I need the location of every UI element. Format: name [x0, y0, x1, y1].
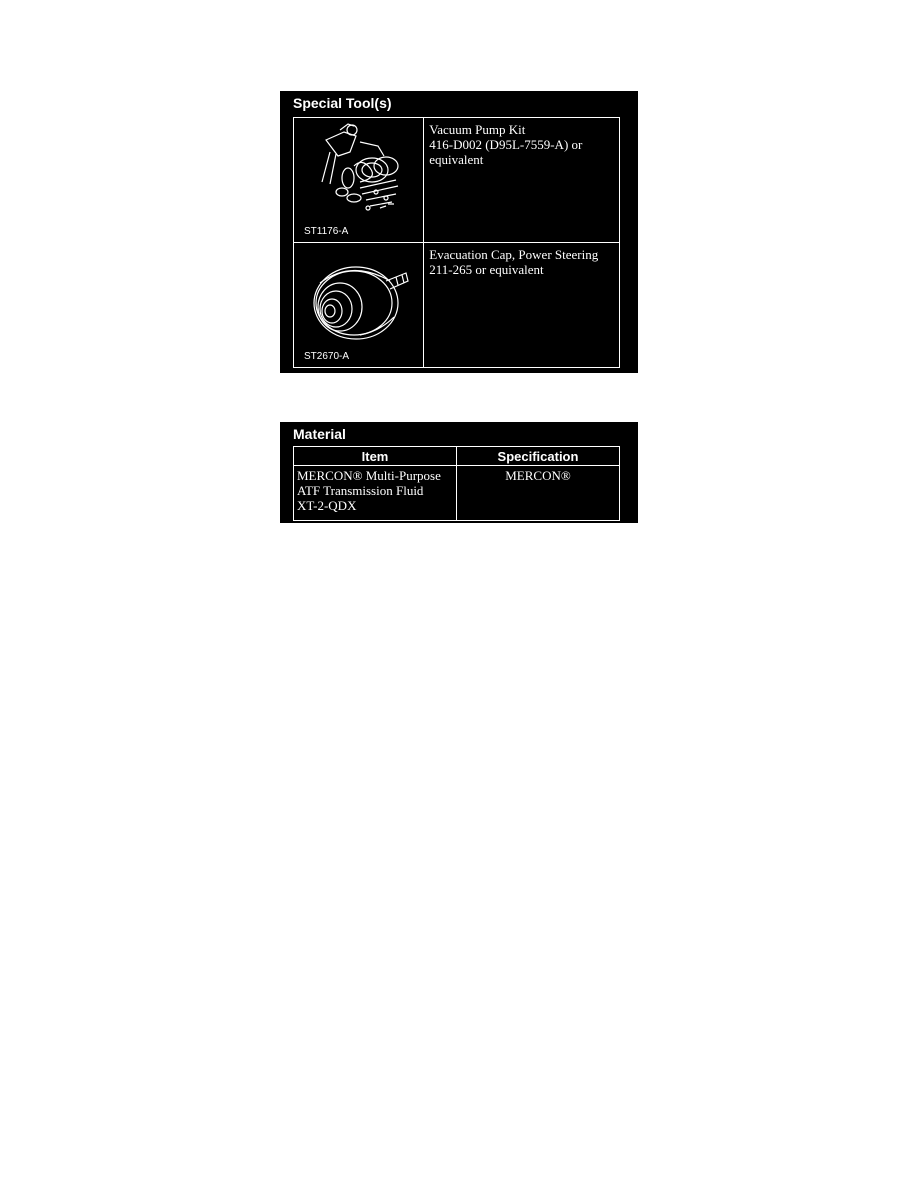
tool-row [294, 118, 620, 243]
tool-row [294, 243, 620, 368]
tool-image-cell [294, 118, 424, 243]
tool-description: Vacuum Pump Kit 416-D002 (D95L-7559-A) or equivalent [424, 118, 620, 243]
material-item-cell: MERCON® Multi-Purpose ATF Transmission Fluid XT-2-QDX [294, 466, 457, 521]
table-row [294, 466, 620, 521]
tool-code: ST2670-A [304, 351, 350, 362]
tool-image-cell [294, 243, 424, 368]
material-table [293, 446, 620, 521]
column-header-specification: Specification [457, 447, 620, 466]
tool-description: Evacuation Cap, Power Steering 211-265 or equivalent [424, 243, 620, 368]
material-panel [280, 422, 638, 523]
column-header-item: Item [294, 447, 457, 466]
special-tools-title: Special Tool(s) [293, 95, 392, 111]
material-title: Material [293, 426, 346, 442]
special-tools-panel [280, 91, 638, 373]
material-header-row [294, 447, 620, 466]
vacuum-pump-kit-icon [300, 122, 420, 222]
evacuation-cap-icon [300, 247, 420, 347]
special-tools-table [293, 117, 620, 368]
tool-code: ST1176-A [304, 226, 349, 237]
material-spec-cell: MERCON® [457, 466, 620, 521]
